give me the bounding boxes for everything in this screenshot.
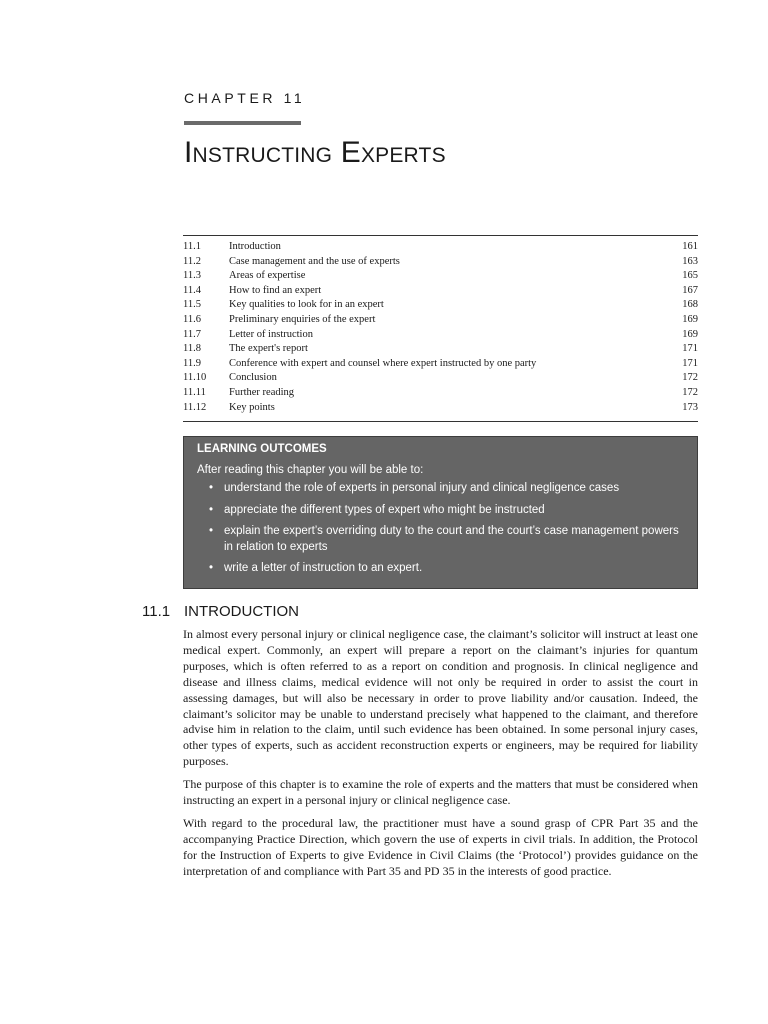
toc-entry-title: Further reading xyxy=(229,386,295,398)
toc-entry-title: Introduction xyxy=(229,241,281,252)
body-paragraph: The purpose of this chapter is to examine the role of experts and the matters that must be considered when instructing an expert in a personal injury or clinical negligence case. xyxy=(183,777,698,808)
toc-page-number: 173 xyxy=(682,401,698,413)
learning-outcomes-list xyxy=(197,481,685,577)
toc-number: 11.3 xyxy=(183,270,201,282)
toc-page-number: 168 xyxy=(682,299,698,311)
toc-row xyxy=(183,371,698,386)
section-number: 11.1 xyxy=(142,603,171,620)
toc-page-number: 169 xyxy=(682,313,698,325)
learning-outcome-item xyxy=(209,481,685,497)
toc-number: 11.7 xyxy=(183,328,201,340)
chapter-label: CHAPTER 11 xyxy=(184,90,306,106)
toc-number: 11.5 xyxy=(183,299,201,311)
toc-number: 11.11 xyxy=(183,386,206,398)
learning-outcome-item xyxy=(209,561,685,577)
toc-row xyxy=(183,386,698,401)
toc-number: 11.6 xyxy=(183,313,201,325)
toc-entry-title: Preliminary enquiries of the expert xyxy=(229,313,376,325)
toc-number: 11.12 xyxy=(183,401,207,413)
toc-row xyxy=(183,328,698,343)
toc-page-number: 169 xyxy=(682,328,698,340)
toc-row xyxy=(183,240,698,255)
toc-entry-title: How to find an expert xyxy=(229,284,322,296)
learning-outcome-text: understand the role of experts in personal injury and clinical negligence cases xyxy=(224,482,620,494)
toc-entry-title: Case management and the use of experts xyxy=(229,255,400,267)
toc-entry-title: Key points xyxy=(229,401,275,413)
learning-outcomes-heading: LEARNING OUTCOMES xyxy=(197,443,327,455)
toc-number: 11.2 xyxy=(183,255,201,267)
bullet-icon: • xyxy=(209,482,214,494)
learning-outcome-text: appreciate the different types of expert who might be instructed xyxy=(224,503,545,516)
table-of-contents xyxy=(183,235,698,422)
toc-row xyxy=(183,269,698,284)
bullet-icon: • xyxy=(209,503,214,516)
toc-row xyxy=(183,255,698,270)
toc-number: 11.1 xyxy=(183,241,201,252)
toc-page-number: 172 xyxy=(682,372,698,384)
learning-outcomes-box xyxy=(183,436,698,589)
toc-number: 11.4 xyxy=(183,284,201,296)
toc-page-number: 165 xyxy=(682,270,698,282)
section-body xyxy=(183,627,698,887)
toc-entry-title: Areas of expertise xyxy=(229,270,306,282)
toc-row xyxy=(183,313,698,328)
learning-outcome-text: write a letter of instruction to an expert. xyxy=(224,562,423,574)
toc-number: 11.9 xyxy=(183,357,201,369)
toc-row xyxy=(183,298,698,313)
toc-entry-title: Conference with expert and counsel where expert instructed by one party xyxy=(229,357,537,369)
toc-page-number: 161 xyxy=(682,241,698,252)
toc-entry-title: Letter of instruction xyxy=(229,328,313,340)
toc-entry-title: Key qualities to look for in an expert xyxy=(229,299,384,311)
toc-page-number: 163 xyxy=(682,255,698,267)
chapter-title: Instructing Experts xyxy=(184,136,446,169)
learning-outcome-item xyxy=(209,503,685,519)
toc-number: 11.8 xyxy=(183,343,201,355)
toc-row xyxy=(183,284,698,299)
bullet-icon: • xyxy=(209,525,214,537)
toc-page-number: 167 xyxy=(682,284,698,296)
toc-page-number: 171 xyxy=(682,357,698,369)
toc-entry-title: Conclusion xyxy=(229,372,277,384)
toc-row xyxy=(183,357,698,372)
toc-page-number: 172 xyxy=(682,386,698,398)
section-heading xyxy=(142,603,299,620)
toc-page-number: 171 xyxy=(682,343,698,355)
learning-outcome-item xyxy=(209,524,685,555)
toc-row xyxy=(183,342,698,357)
chapter-rule xyxy=(184,121,301,125)
toc-entry-title: The expert's report xyxy=(229,343,308,355)
body-paragraph: In almost every personal injury or clinical negligence case, the claimant’s solicitor will instruct at least one medical expert. Commonly, an expert will prepare a report on the claimant’s injuries for quantum purposes, which is often referred to as a report on condition and prognosis. In clinical negligence and disease and illness claims, medical evidence will not only be required in order to assist the court in assessing damages, but will also be necessary in order to prove liability and/or causation. Indeed, the claimant’s solicitor may be unable to understand precisely what happened to the claimant, and therefore advise him in relation to the claim, until such evidence has been obtained. In some personal injury cases, other types of experts, such as accident reconstruction experts or engineers, may be required for liability purposes. xyxy=(183,627,698,769)
learning-outcomes-intro: After reading this chapter you will be able to: xyxy=(197,464,424,476)
toc-row xyxy=(183,401,698,416)
learning-outcome-text: explain the expert’s overriding duty to the court and the court’s case management powers in relation to experts xyxy=(224,525,679,553)
section-title: INTRODUCTION xyxy=(184,603,299,620)
body-paragraph: With regard to the procedural law, the practitioner must have a sound grasp of CPR Part 35 and the accompanying Practice Direction, which govern the use of experts in civil trials. In addition, the Protocol for the Instruction of Experts to give Evidence in Civil Claims (the ‘Protocol’) provides guidance on the interpretation of and compliance with Part 35 and PD 35 in the interests of good practice. xyxy=(183,815,698,878)
bullet-icon: • xyxy=(209,562,214,574)
toc-number: 11.10 xyxy=(183,372,207,384)
